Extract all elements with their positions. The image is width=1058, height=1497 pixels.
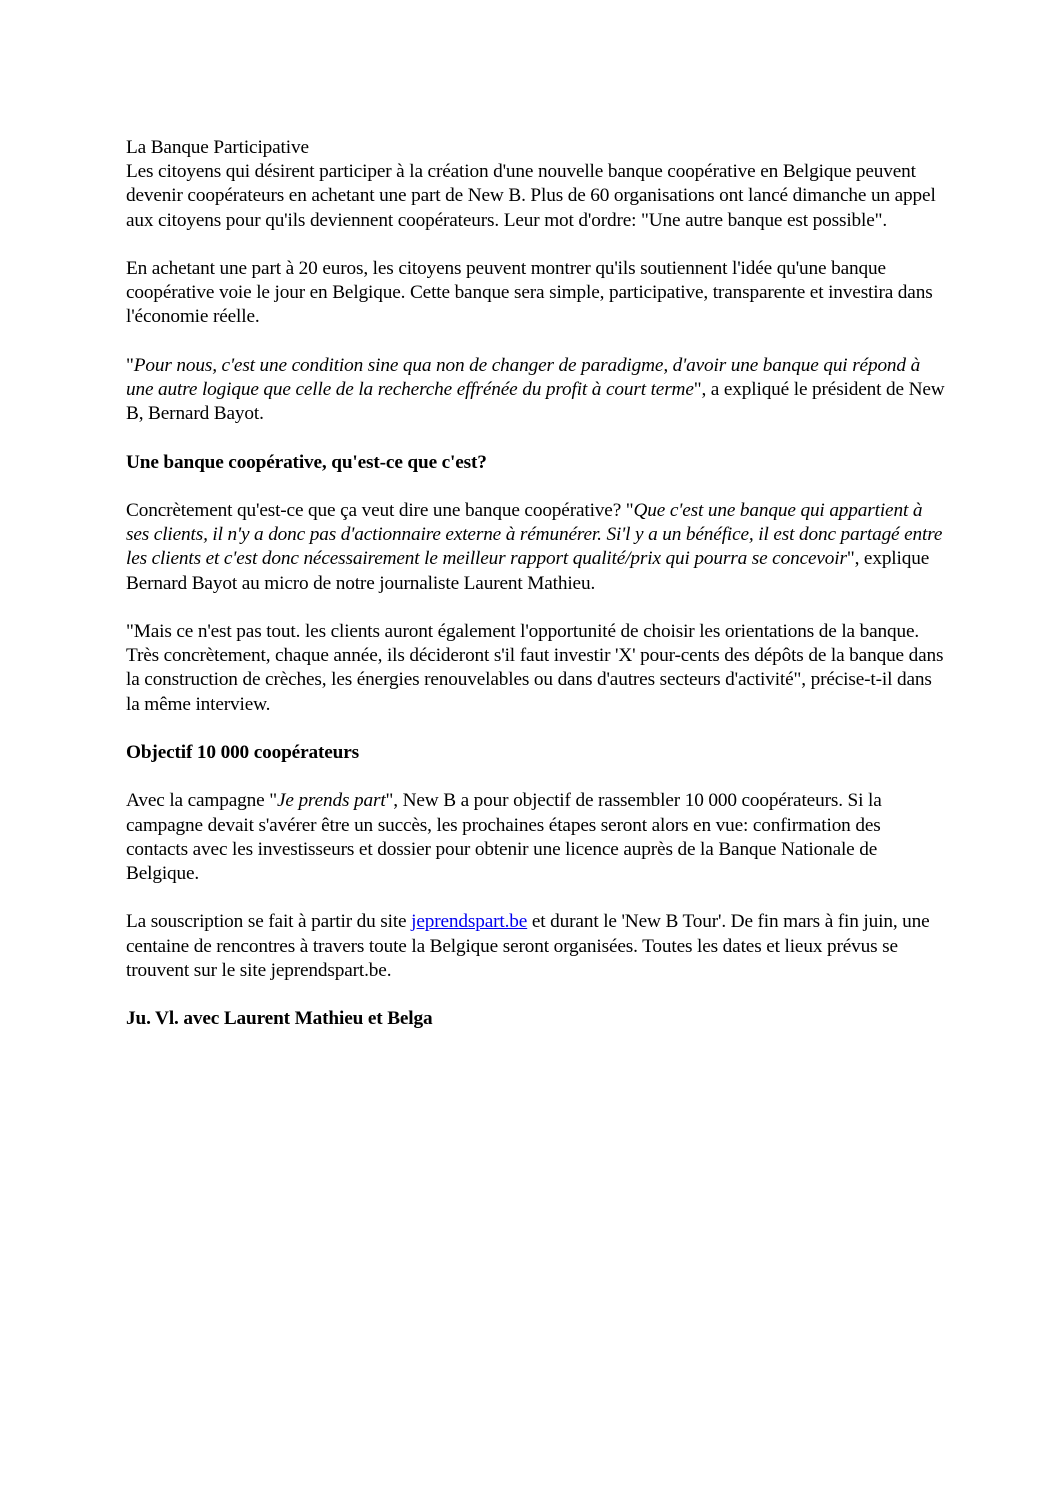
subscription-lead: La souscription se fait à partir du site: [126, 911, 412, 933]
paragraph-spacer: [126, 330, 946, 354]
document-page: [126, 136, 946, 1031]
paragraph-spacer: [126, 717, 946, 741]
open-quote: ": [126, 354, 134, 376]
paragraph-share-price: En achetant une part à 20 euros, les citoyens peuvent montrer qu'ils soutiennent l'idée qu'une banque coopérative voie le jour en Belgique. Cette banque sera simple, participative, transparente et investira dans l'économie réelle.: [126, 258, 933, 328]
paragraph-spacer: [126, 233, 946, 257]
subscription-details: et durant le 'New B Tour'. De fin mars à fin juin, une centaine de rencontres à travers toute la Belgique seront organisées. Toutes les dates et lieux prévus se trouvent sur le site jeprendspart.be.: [126, 911, 930, 981]
jeprendspart-link[interactable]: jeprendspart.be: [411, 911, 528, 933]
paragraph-spacer: [126, 886, 946, 910]
section-heading-cooperative: Une banque coopérative, qu'est-ce que c'est?: [126, 451, 487, 473]
paragraph-spacer: [126, 426, 946, 450]
paragraph-spacer: [126, 475, 946, 499]
section-heading-objective: Objectif 10 000 coopérateurs: [126, 741, 360, 763]
campaign-lead: Avec la campagne ": [126, 790, 277, 812]
paragraph-spacer: [126, 983, 946, 1007]
campaign-details: ", New B a pour objectif de rassembler 10 000 coopérateurs. Si la campagne devait s'avérer être un succès, les prochaines étapes seront alors en vue: confirmation des contacts avec les investisseurs et dossier pour obtenir une licence auprès de la Banque Nationale de Belgique.: [126, 790, 882, 884]
quote-attribution: ", a expliqué le président de New B, Bernard Bayot.: [126, 379, 945, 425]
article-signature: Ju. Vl. avec Laurent Mathieu et Belga: [126, 1008, 433, 1030]
paragraph-spacer: [126, 765, 946, 789]
paragraph-orientations: "Mais ce n'est pas tout. les clients auront également l'opportunité de choisir les orientations de la banque. Très concrètement, chaque année, ils décideront s'il faut investir 'X' pour-cents des dépôts de la banque dans la construction de crèches, les énergies renouvelables ou dans d'autres secteurs d'activité", précise-t-il dans la même interview.: [126, 620, 944, 715]
paragraph-president-quote: [126, 354, 946, 427]
quote-text: Pour nous, c'est une condition sine qua non de changer de paradigme, d'avoir une banque qui répond à une autre logique que celle de la recherche effrénée du profit à court terme: [126, 354, 921, 400]
campaign-name: Je prends part: [276, 790, 386, 812]
intro-paragraph: Les citoyens qui désirent participer à la création d'une nouvelle banque coopérative en Belgique peuvent devenir coopérateurs en achetant une part de New B. Plus de 60 organisations ont lancé dimanche un appel aux citoyens pour qu'ils deviennent coopérateurs. Leur mot d'ordre: "Une autre banque est possible".: [126, 161, 936, 231]
definition-attribution: ", explique Bernard Bayot au micro de notre journaliste Laurent Mathieu.: [126, 548, 930, 594]
paragraph-spacer: [126, 596, 946, 620]
paragraph-subscription: [126, 910, 946, 983]
paragraph-definition: [126, 499, 946, 596]
definition-lead: Concrètement qu'est-ce que ça veut dire une banque coopérative? ": [126, 499, 634, 521]
paragraph-campaign: [126, 789, 946, 886]
document-title: La Banque Participative: [126, 137, 309, 158]
definition-quote: Que c'est une banque qui appartient à ses clients, il n'y a donc pas d'actionnaire externe à rémunérer. Si'l y a un bénéfice, il est donc partagé entre les clients et c'est donc nécessairement le meilleur rapport qualité/prix qui pourra se concevoir: [126, 499, 943, 570]
